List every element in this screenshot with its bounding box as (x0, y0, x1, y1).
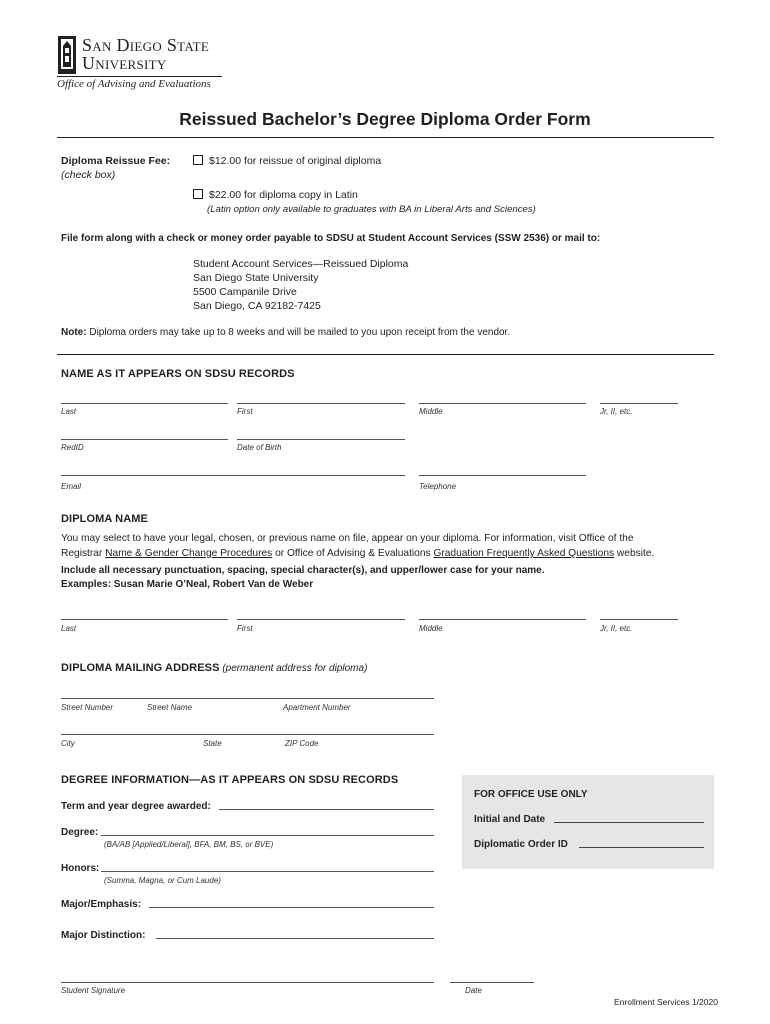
telephone-label: Telephone (419, 482, 457, 491)
honors-hint: (Summa, Magna, or Cum Laude) (104, 876, 221, 885)
note-label: Note: (61, 327, 87, 338)
fee-option-22[interactable] (193, 189, 358, 201)
diploma-suffix-label: Jr, II, etc. (600, 624, 633, 633)
fee-sublabel: (check box) (61, 169, 116, 181)
section-rule (57, 354, 714, 355)
last-name-line[interactable] (61, 403, 228, 404)
name-gender-change-link[interactable]: Name & Gender Change Procedures (105, 548, 273, 559)
mailing-title-note: (permanent address for diploma) (219, 663, 368, 674)
diploma-name-title: DIPLOMA NAME (61, 513, 148, 525)
diploma-middle-label: Middle (419, 624, 443, 633)
street-name-label: Street Name (147, 703, 192, 712)
graduation-faq-link[interactable]: Graduation Frequently Asked Questions (433, 548, 615, 559)
note (61, 327, 510, 338)
university-logo (57, 36, 77, 74)
diploma-name-paragraph (61, 531, 721, 561)
name-section-title: NAME AS IT APPEARS ON SDSU RECORDS (61, 368, 295, 380)
street-number-label: Street Number (61, 703, 114, 712)
signature-date-line[interactable] (450, 982, 534, 983)
degree-label: Degree: (61, 827, 99, 838)
diploma-last-line[interactable] (61, 619, 228, 620)
major-line[interactable] (149, 907, 434, 908)
office-order-id-line[interactable] (579, 847, 704, 848)
header-divider (57, 76, 222, 77)
office-initial-line[interactable] (554, 822, 704, 823)
distinction-line[interactable] (156, 938, 434, 939)
title-rule (57, 137, 714, 138)
city-line[interactable] (61, 734, 434, 735)
diploma-first-line[interactable] (237, 619, 405, 620)
university-name-line1: San Diego State (82, 35, 210, 55)
state-label: State (203, 739, 222, 748)
telephone-line[interactable] (419, 475, 586, 476)
first-name-line[interactable] (237, 403, 405, 404)
diploma-first-label: First (237, 624, 253, 633)
office-order-id-label: Diplomatic Order ID (474, 839, 568, 850)
para-text-3: website. (614, 548, 655, 559)
office-name: Office of Advising and Evaluations (57, 78, 211, 90)
middle-name-line[interactable] (419, 403, 586, 404)
suffix-label: Jr, II, etc. (600, 407, 633, 416)
address-line-2: San Diego State University (193, 272, 319, 284)
suffix-line[interactable] (600, 403, 678, 404)
first-label: First (237, 407, 253, 416)
term-line[interactable] (219, 809, 434, 810)
mailing-address-block (193, 257, 408, 313)
apartment-label: Apartment Number (283, 703, 351, 712)
office-use-title: FOR OFFICE USE ONLY (474, 789, 588, 800)
diploma-name-examples: Examples: Susan Marie O’Neal, Robert Van de Weber (61, 579, 314, 590)
fee-option-12-label: $12.00 for reissue of original diploma (209, 155, 382, 167)
office-use-box (462, 775, 714, 869)
campanile-icon (57, 36, 77, 74)
degree-hint: (BA/AB [Applied/Liberal], BFA, BM, BS, or BVE) (104, 840, 274, 849)
university-name-line2: University (82, 53, 167, 73)
mailing-title-text: DIPLOMA MAILING ADDRESS (61, 662, 220, 674)
fee-option-22-note: (Latin option only available to graduates with BA in Liberal Arts and Sciences) (207, 204, 536, 215)
fee-label: Diploma Reissue Fee: (61, 155, 171, 167)
dob-line[interactable] (237, 439, 405, 440)
diploma-name-para-line2 (61, 546, 721, 561)
dob-label: Date of Birth (237, 443, 282, 452)
checkbox-latin[interactable] (193, 189, 203, 199)
honors-line[interactable] (101, 871, 434, 872)
mailing-title (61, 658, 367, 676)
checkbox-reissue[interactable] (193, 155, 203, 165)
degree-line[interactable] (101, 835, 434, 836)
city-label: City (61, 739, 75, 748)
street-line[interactable] (61, 698, 434, 699)
diploma-suffix-line[interactable] (600, 619, 678, 620)
para-text-2: or Office of Advising & Evaluations (272, 548, 434, 559)
signature-date-label: Date (465, 986, 482, 995)
instructions: File form along with a check or money order payable to SDSU at Student Account Services (SSW 2536) or mail to: (61, 233, 601, 244)
distinction-label: Major Distinction: (61, 930, 146, 941)
signature-label: Student Signature (61, 986, 126, 995)
email-label: Email (61, 482, 82, 491)
address-line-1: Student Account Services—Reissued Diploma (193, 258, 409, 270)
fee-option-22-label: $22.00 for diploma copy in Latin (209, 189, 358, 201)
redid-line[interactable] (61, 439, 228, 440)
redid-label: RedID (61, 443, 84, 452)
footer-text: Enrollment Services 1/2020 (614, 997, 718, 1007)
degree-title: DEGREE INFORMATION—AS IT APPEARS ON SDSU RECORDS (61, 774, 399, 786)
honors-label: Honors: (61, 863, 100, 874)
address-line-4: San Diego, CA 92182-7425 (193, 300, 321, 312)
diploma-name-instruction: Include all necessary punctuation, spacing, special character(s), and upper/lower case for your name. (61, 565, 545, 576)
email-line[interactable] (61, 475, 405, 476)
fee-option-12[interactable] (193, 155, 381, 167)
middle-label: Middle (419, 407, 443, 416)
para-text-1: Registrar (61, 548, 106, 559)
term-label: Term and year degree awarded: (61, 801, 211, 812)
diploma-name-para-line1: You may select to have your legal, chosen, or previous name on file, appear on your diploma. For information, visit Office of the (61, 533, 634, 544)
last-label: Last (61, 407, 77, 416)
office-initial-label: Initial and Date (474, 814, 546, 825)
diploma-middle-line[interactable] (419, 619, 586, 620)
diploma-last-label: Last (61, 624, 77, 633)
address-line-3: 5500 Campanile Drive (193, 286, 297, 298)
note-text: Diploma orders may take up to 8 weeks and will be mailed to you upon receipt from the vendor. (86, 327, 511, 338)
form-title: Reissued Bachelor’s Degree Diploma Order Form (179, 109, 591, 129)
zip-label: ZIP Code (285, 739, 319, 748)
signature-line[interactable] (61, 982, 434, 983)
major-label: Major/Emphasis: (61, 899, 142, 910)
